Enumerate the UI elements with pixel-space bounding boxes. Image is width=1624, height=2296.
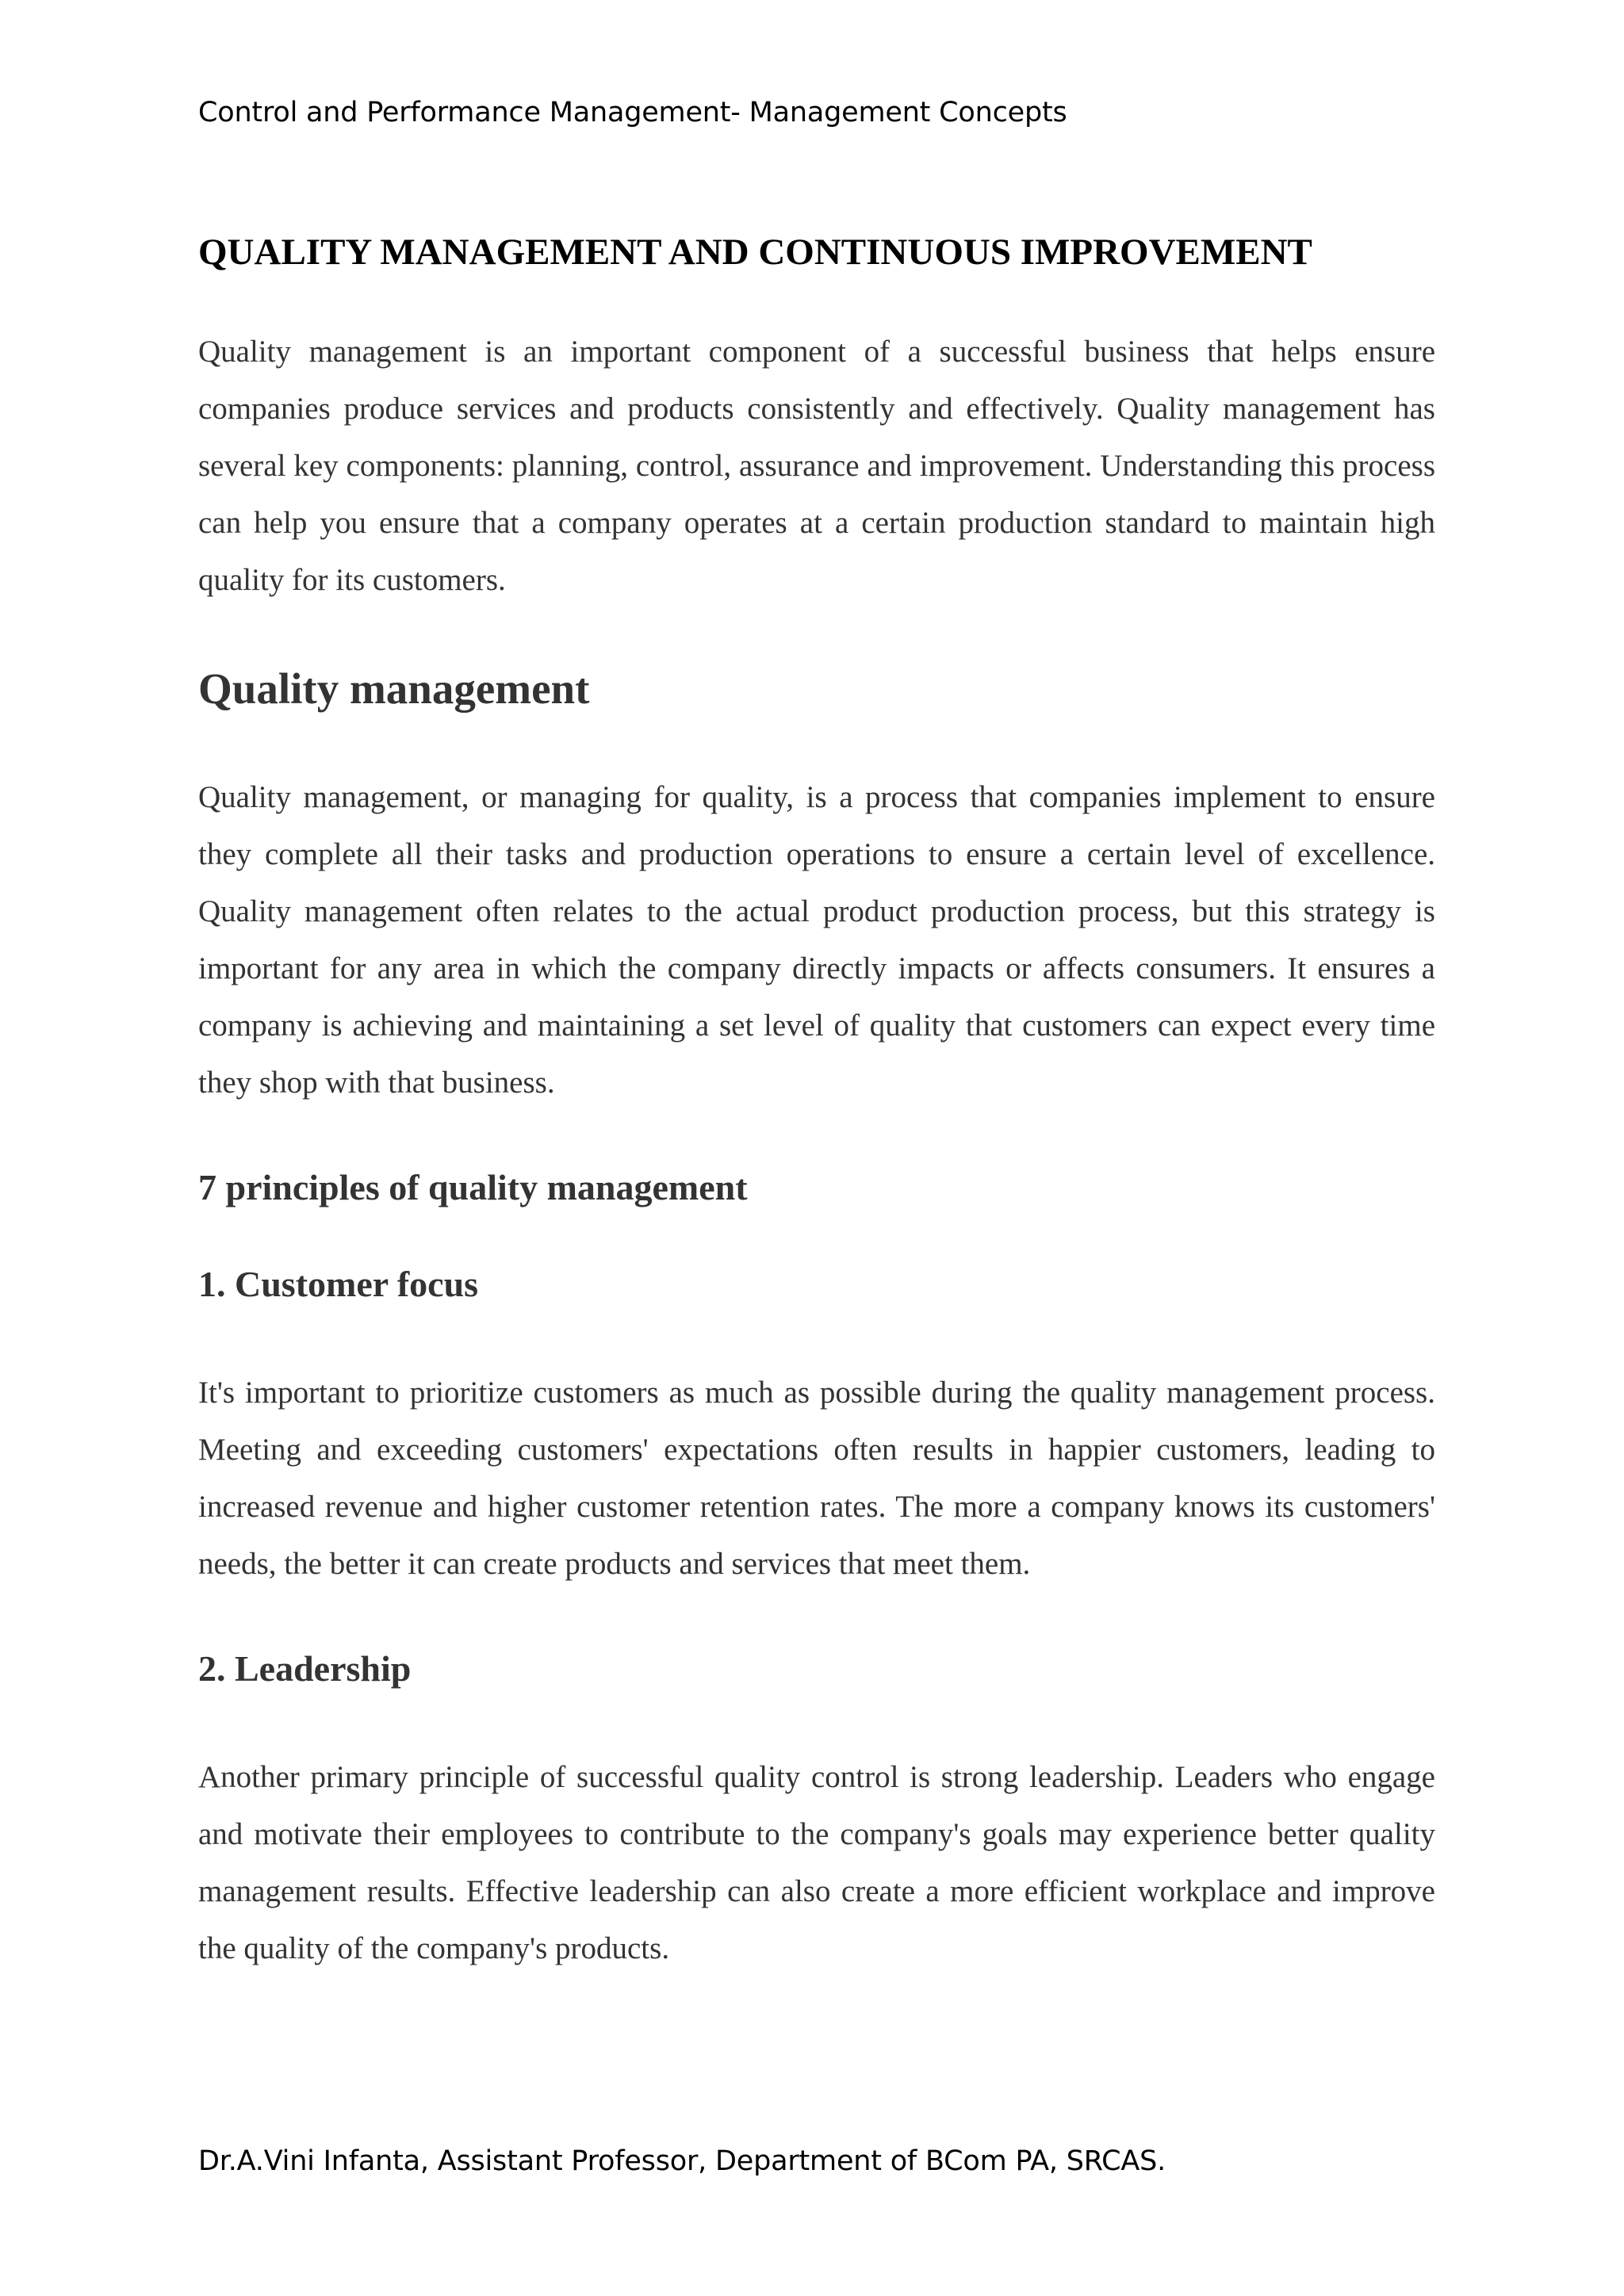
document-body: [198, 230, 1435, 1977]
page-header: Control and Performance Management- Management Concepts: [198, 97, 1067, 128]
quality-management-paragraph: Quality management, or managing for quality, is a process that companies implement to ensure they complete all their tasks and production operations to ensure a certain level of excellence. Quality management often relates to the actual product production process, but this strategy is important for any area in which the company directly impacts or affects consumers. It ensures a company is achieving and maintaining a set level of quality that customers can expect every time they shop with that business.: [198, 780, 1435, 1100]
principle-2-paragraph: Another primary principle of successful quality control is strong leadership. Leaders who engage and motivate their employees to contribute to the company's goals may experience better quality management results. Effective leadership can also create a more efficient workplace and improve the quality of the company's products.: [198, 1759, 1435, 1965]
document-title: QUALITY MANAGEMENT AND CONTINUOUS IMPROVEMENT: [198, 232, 1312, 273]
principle-1-heading: 1. Customer focus: [198, 1263, 479, 1304]
principle-2-heading: 2. Leadership: [198, 1647, 412, 1689]
intro-paragraph: Quality management is an important component of a successful business that helps ensure companies produce services and products consistently and effectively. Quality management has several key components: planning, control, assurance and improvement. Understanding this process can help you ensure that a company operates at a certain production standard to maintain high quality for its customers.: [198, 335, 1435, 598]
section-heading-quality-management: Quality management: [198, 664, 590, 714]
principle-1-paragraph: It's important to prioritize customers as much as possible during the quality management process. Meeting and exceeding customers' expectations often results in happier customers, leading to increased revenue and higher customer retention rates. The more a company knows its customers' needs, the better it can create products and services that meet them.: [198, 1375, 1435, 1581]
principles-heading: 7 principles of quality management: [198, 1167, 748, 1208]
page-footer: Dr.A.Vini Infanta, Assistant Professor, Department of BCom PA, SRCAS.: [198, 2145, 1166, 2177]
